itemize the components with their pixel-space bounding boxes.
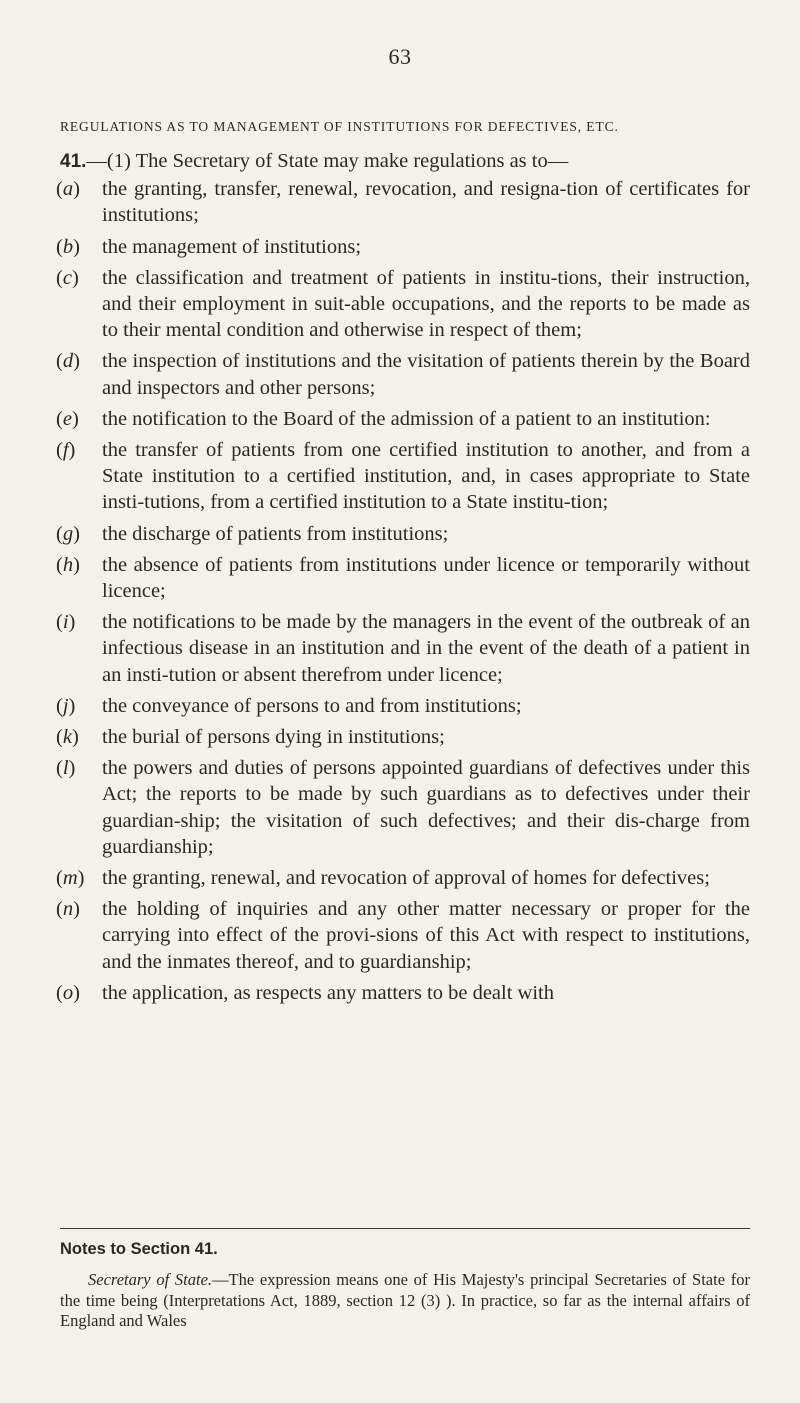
item-marker: (g) [56, 522, 80, 545]
page-number: 63 [388, 44, 412, 69]
running-head: REGULATIONS AS TO MANAGEMENT OF INSTITUTIONS FOR DEFECTIVES, ETC. [60, 119, 619, 134]
regulation-item-g [56, 521, 750, 547]
item-letter: g [62, 522, 74, 545]
item-text: the notifications to be made by the managers in the event of the outbreak of an infectious disease in an institution and in the event of the death of a patient in an insti-tution or absent therefrom under licence; [102, 611, 750, 686]
item-marker: (o) [56, 981, 80, 1004]
regulation-item-j [56, 693, 750, 719]
item-text: the granting, renewal, and revocation of approval of homes for defectives; [102, 867, 710, 890]
item-marker: (c) [56, 266, 79, 289]
item-text: the granting, transfer, renewal, revocation, and resigna-tion of certificates for institutions; [102, 178, 750, 227]
item-letter: e [62, 407, 72, 430]
regulation-item-h [56, 552, 750, 604]
regulation-item-o [56, 980, 750, 1006]
item-letter: o [62, 981, 74, 1004]
item-letter: m [62, 867, 78, 890]
item-marker: (f) [56, 439, 76, 462]
regulation-item-a [56, 176, 750, 228]
section-body [56, 148, 750, 1011]
item-marker: (i) [56, 611, 76, 634]
item-text: the burial of persons dying in institutions; [102, 726, 445, 749]
item-marker: (j) [56, 694, 76, 717]
notes-text: —The expression means one of His Majesty's principal Secretaries of State for the time being (Interpretations Act, 1889, section 12 (3) ). In practice, so far as the internal affairs of England and Wales [60, 1270, 750, 1330]
item-marker: (h) [56, 553, 80, 576]
item-letter: c [62, 266, 72, 289]
regulation-item-b [56, 234, 750, 260]
item-marker: (d) [56, 350, 80, 373]
regulation-item-i [56, 609, 750, 688]
regulation-item-m [56, 865, 750, 891]
item-text: the conveyance of persons to and from institutions; [102, 694, 522, 717]
regulation-item-f [56, 437, 750, 516]
item-text: the management of institutions; [102, 235, 362, 258]
section-lead [60, 148, 750, 175]
item-text: the classification and treatment of patients in institu-tions, their instruction, and their employment in suit-able occupations, and the reports to be made as to their mental condition and otherwise in respect of them; [102, 266, 750, 342]
item-marker: (b) [56, 235, 80, 258]
notes-heading: Notes to Section 41. [60, 1240, 218, 1258]
item-text: the application, as respects any matters to be dealt with [102, 981, 554, 1004]
item-marker: (n) [56, 898, 80, 921]
item-marker: (a) [56, 178, 80, 201]
item-marker: (m) [56, 867, 85, 890]
regulation-item-c [56, 265, 750, 344]
regulation-item-l [56, 755, 750, 860]
item-letter: b [62, 235, 74, 258]
item-letter: d [62, 350, 74, 373]
item-text: the transfer of patients from one certified institution to another, and from a State institution to a certified institution, and, in cases appropriate to State insti-tutions, from a certified institution to a State institu-tion; [102, 439, 750, 514]
item-letter: h [62, 553, 74, 576]
regulation-item-d [56, 348, 750, 400]
item-marker: (k) [56, 726, 79, 749]
regulation-item-e [56, 406, 750, 432]
section-lead-text: —(1) The Secretary of State may make regulations as to— [86, 150, 569, 172]
item-text: the holding of inquiries and any other matter necessary or proper for the carrying into effect of the provi-sions of this Act with respect to institutions, and the inmates thereof, and to guardianship; [102, 898, 750, 973]
item-text: the powers and duties of persons appointed guardians of defectives under this Act; the reports to be made by such guardians as to defectives under their guardian-ship; the visitation of such defectives; and their dis-charge from guardianship; [102, 757, 750, 858]
item-letter: n [62, 898, 74, 921]
item-letter: l [62, 757, 69, 780]
item-text: the inspection of institutions and the visitation of patients therein by the Board and inspectors and other persons; [102, 350, 750, 399]
regulation-item-n [56, 896, 750, 975]
regulation-item-k [56, 724, 750, 750]
item-letter: j [62, 694, 69, 717]
item-letter: a [62, 178, 74, 201]
item-text: the notification to the Board of the admission of a patient to an institution: [102, 407, 711, 430]
notes-paragraph [60, 1270, 750, 1332]
regulation-list [56, 176, 750, 1006]
item-text: the absence of patients from institutions under licence or temporarily without licence; [102, 553, 750, 603]
item-letter: k [62, 726, 72, 749]
item-letter: f [62, 439, 69, 462]
item-marker: (l) [56, 757, 76, 780]
item-letter: i [62, 611, 69, 634]
notes-term: Secretary of State. [88, 1270, 213, 1289]
footnote-divider [60, 1228, 750, 1229]
item-marker: (e) [56, 407, 79, 430]
item-text: the discharge of patients from institutions; [102, 522, 449, 545]
section-number: 41. [60, 151, 87, 172]
